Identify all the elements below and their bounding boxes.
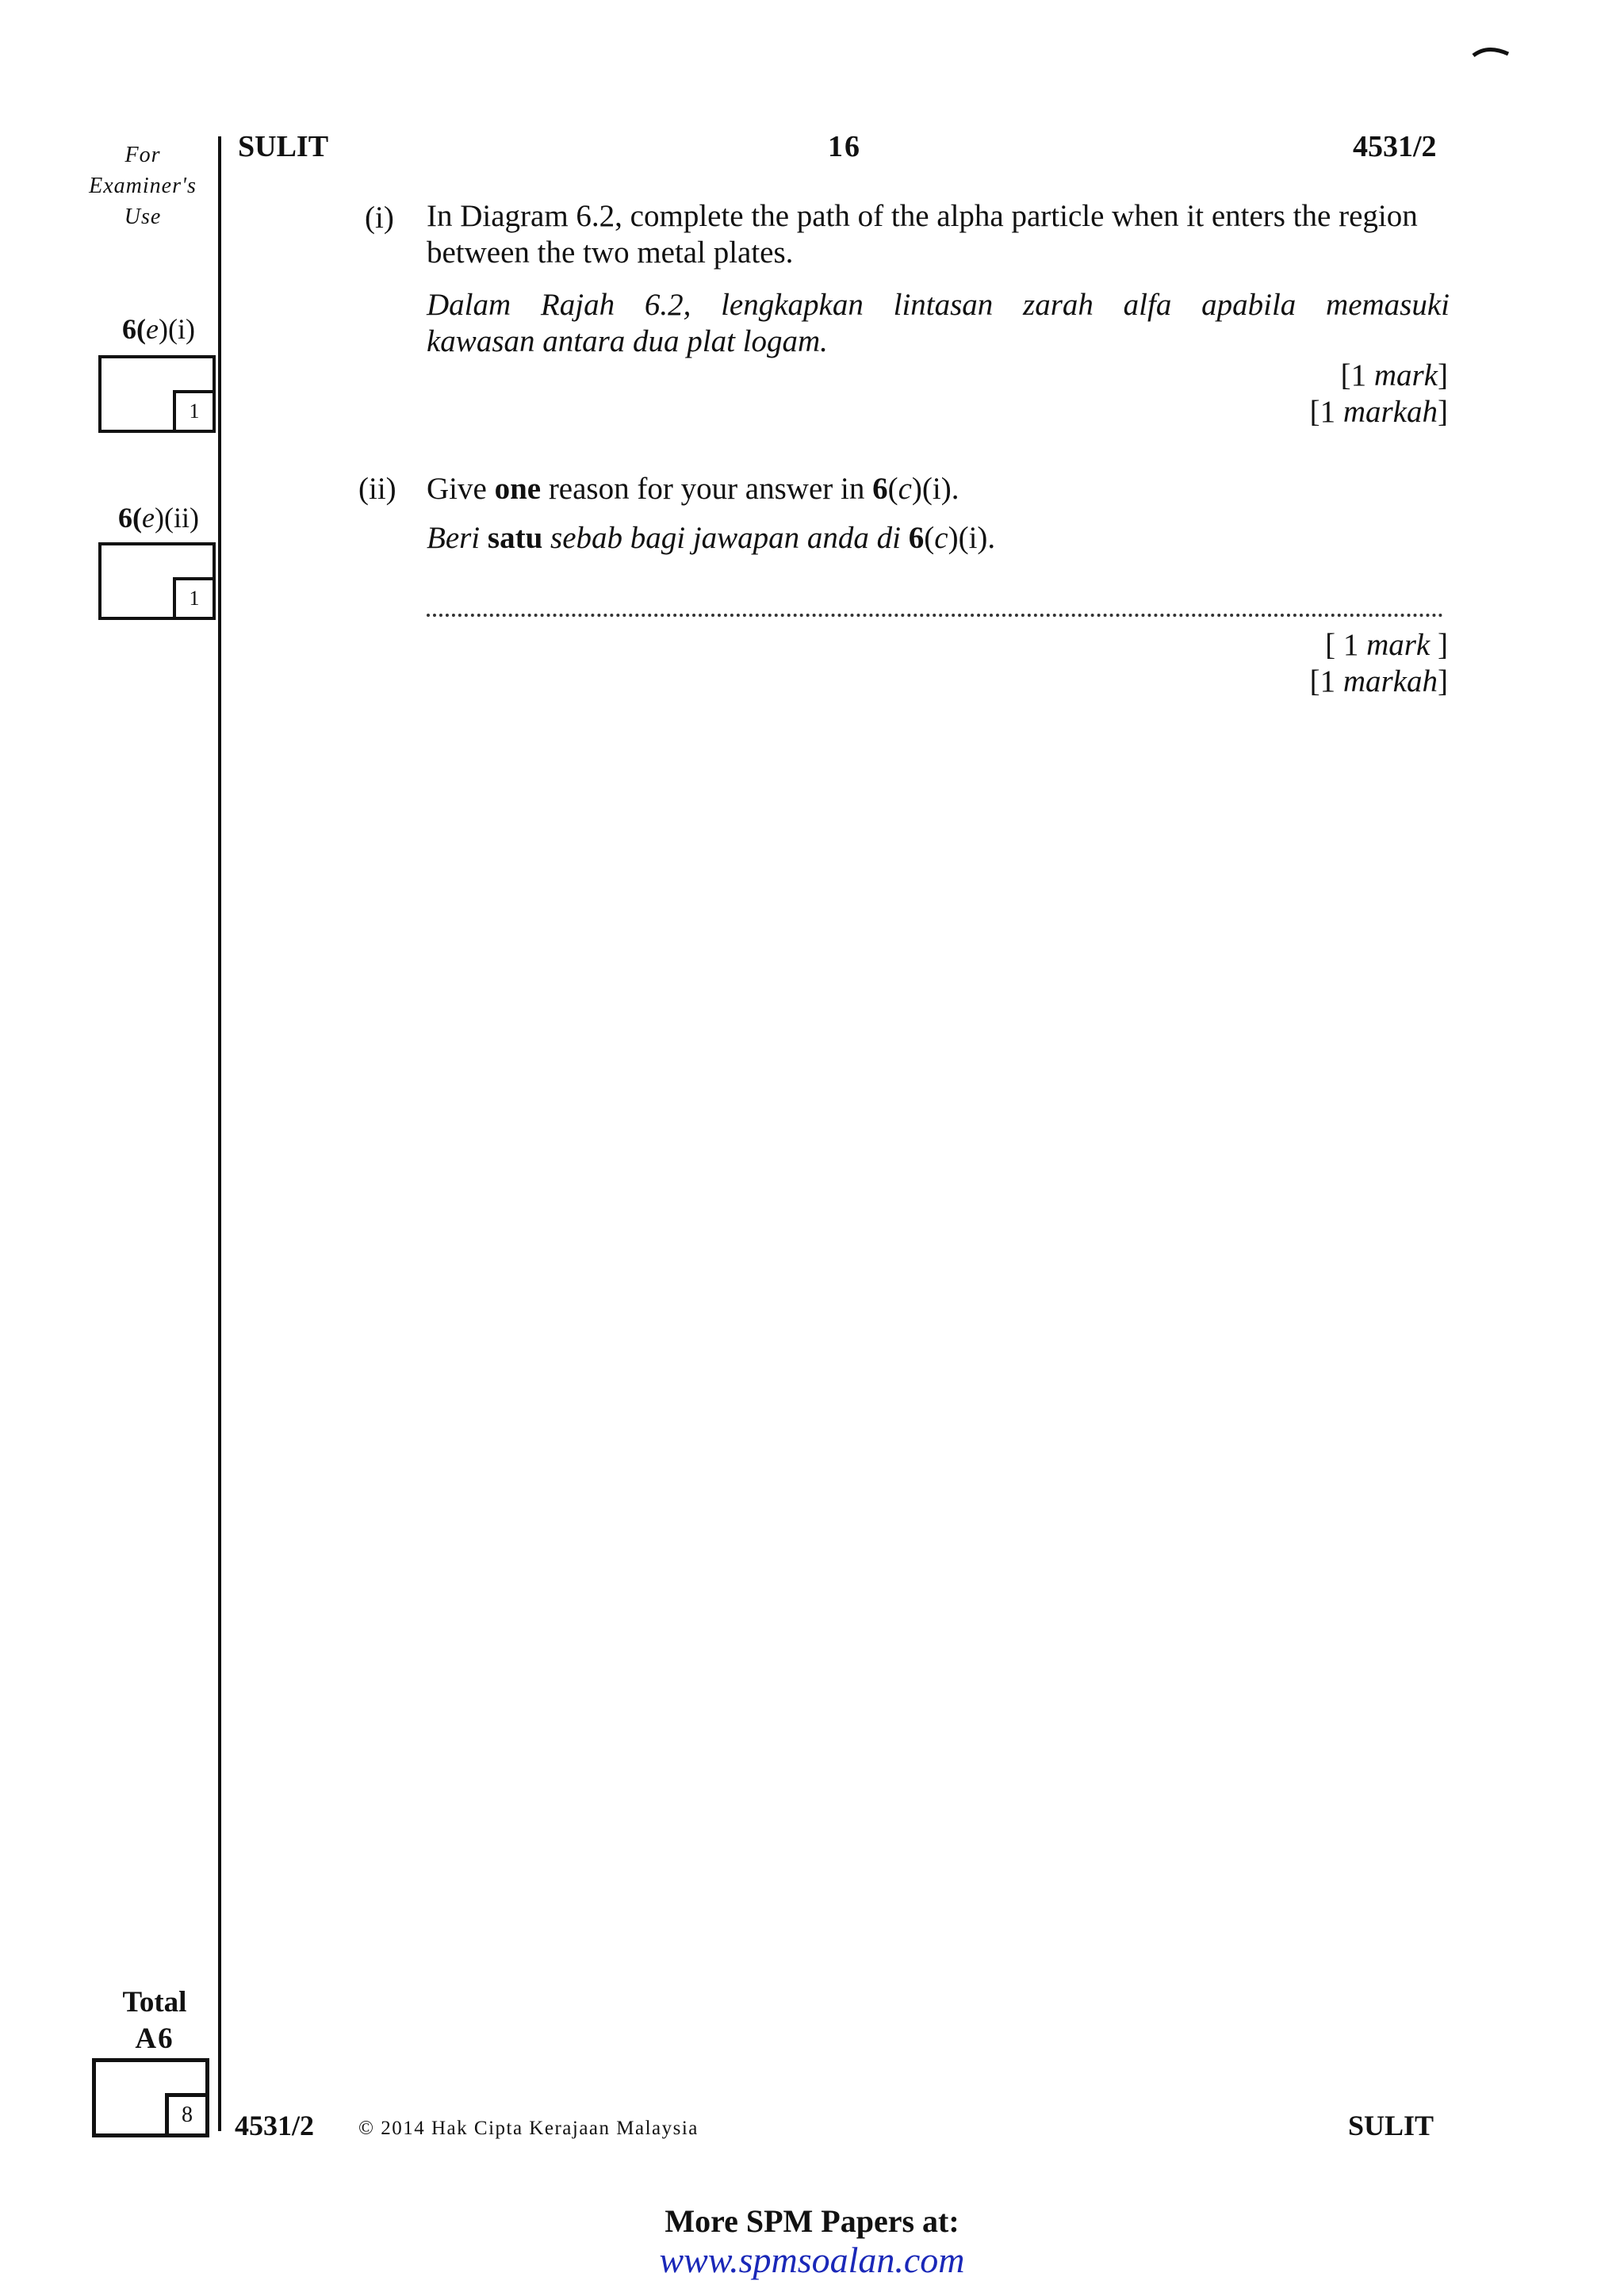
- page-number: 16: [828, 130, 861, 163]
- mark-box-6eii[interactable]: [98, 542, 216, 620]
- promo-text: More SPM Papers at:: [665, 2203, 959, 2239]
- question-i-english-line2: between the two metal plates.: [427, 235, 794, 270]
- answer-line-ii[interactable]: [427, 614, 1443, 617]
- total-mark-box[interactable]: [92, 2058, 209, 2137]
- question-i-number: (i): [365, 201, 394, 235]
- header-paper-code: 4531/2: [1353, 130, 1437, 163]
- mark-box-6ei[interactable]: [98, 355, 216, 433]
- header-sulit: SULIT: [238, 130, 329, 163]
- question-ii-marks: [1051, 627, 1448, 700]
- question-ii-english: Give one reason for your answer in 6(c)(i).: [427, 472, 959, 506]
- mark-box-6eii-max: 1: [173, 577, 216, 620]
- examiner-use-label: [71, 140, 214, 232]
- total-mark-box-max: 8: [165, 2093, 209, 2137]
- margin-divider-line: [218, 136, 221, 2131]
- page-corner-mark: [1472, 43, 1510, 59]
- question-ii-malay: Beri satu sebab bagi jawapan anda di 6(c)(i).: [427, 521, 996, 555]
- promo-url-link[interactable]: www.spmsoalan.com: [659, 2240, 965, 2280]
- question-i-mark-ms: [1 markah]: [1309, 395, 1448, 429]
- examiner-label-line3: Use: [124, 205, 162, 229]
- question-i-malay: [427, 287, 1450, 360]
- mark-box-6ei-max: 1: [173, 390, 216, 433]
- footer-paper-code: 4531/2: [235, 2110, 315, 2141]
- question-ii-mark-ms: [1 markah]: [1309, 664, 1448, 698]
- footer-copyright: © 2014 Hak Cipta Kerajaan Malaysia: [358, 2118, 699, 2139]
- question-i-marks: [1051, 358, 1448, 430]
- mark-box-label-6eii: 6(e)(ii): [118, 502, 199, 534]
- total-label: Total A6: [122, 1986, 187, 2055]
- question-i-malay-line1: Dalam Rajah 6.2, lengkapkan lintasan zarah alfa apabila memasuki: [427, 288, 1450, 322]
- examiner-label-line1: For: [124, 143, 161, 167]
- question-i-english: [427, 198, 1450, 271]
- question-i-mark-en: [1 mark]: [1340, 358, 1448, 392]
- footer-sulit: SULIT: [1348, 2110, 1434, 2141]
- mark-box-label-6ei: 6(e)(i): [122, 313, 195, 345]
- examiner-label-line2: Examiner's: [89, 174, 197, 198]
- question-ii-number: (ii): [358, 472, 396, 506]
- question-i-malay-line2: kawasan antara dua plat logam.: [427, 324, 828, 358]
- question-ii-mark-en: [ 1 mark ]: [1325, 628, 1448, 662]
- question-i-english-line1: In Diagram 6.2, complete the path of the alpha particle when it enters the region: [427, 199, 1418, 233]
